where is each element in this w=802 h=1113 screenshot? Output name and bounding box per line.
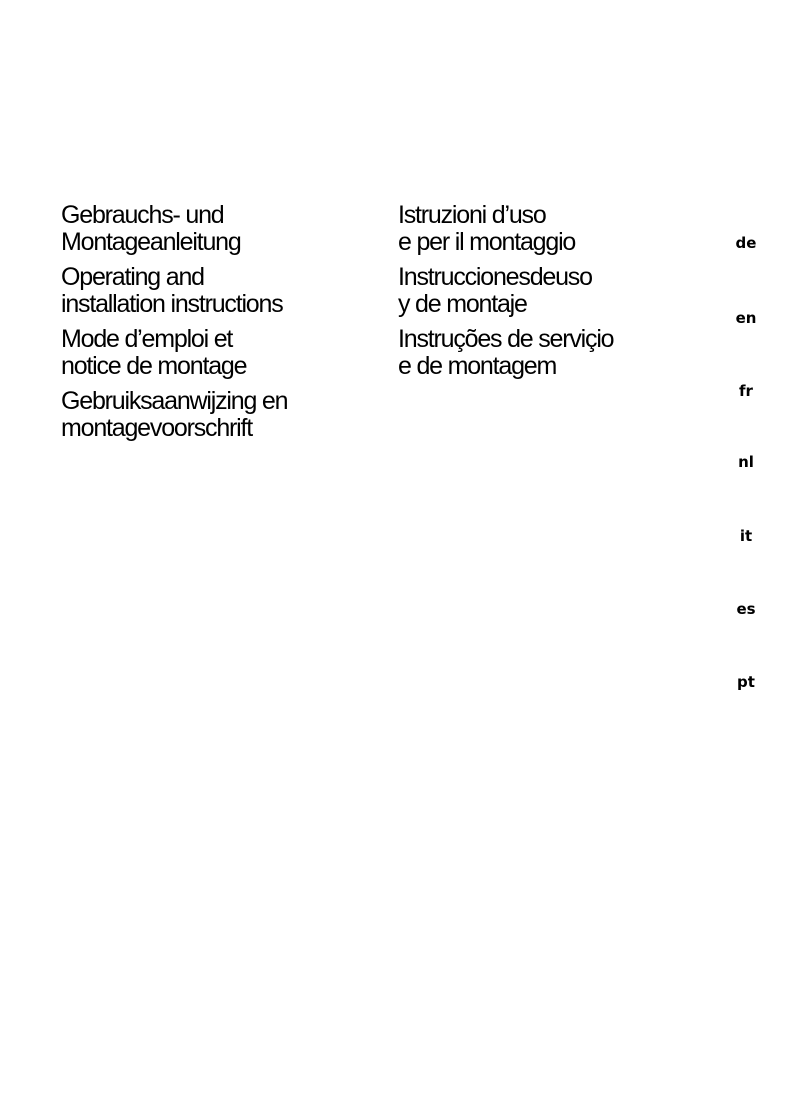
title-french: [61, 326, 381, 380]
language-tab-nl[interactable]: nl: [738, 453, 754, 471]
title-line: Instruções de serviçio: [398, 325, 614, 353]
title-line: Istruzioni d’uso: [398, 201, 546, 229]
title-line: Instruccionesdeuso: [398, 263, 592, 291]
title-german: [61, 202, 381, 256]
title-line: Gebrauchs- und: [61, 201, 224, 229]
title-line: e de montagem: [398, 352, 557, 380]
title-line: Montageanleitung: [61, 228, 241, 256]
title-line: e per il montaggio: [398, 228, 576, 256]
title-line: notice de montage: [61, 352, 247, 380]
title-line: y de montaje: [398, 290, 527, 318]
language-tab-it[interactable]: it: [739, 527, 753, 545]
title-line: Gebruiksaanwijzing en: [61, 387, 288, 415]
title-line: montagevoorschrift: [61, 414, 252, 442]
title-spanish: [398, 264, 698, 318]
language-tab-strip: [720, 0, 772, 1113]
language-tab-en[interactable]: en: [735, 309, 757, 327]
title-english: [61, 264, 381, 318]
language-tab-es[interactable]: es: [736, 600, 756, 618]
title-line: Mode d’emploi et: [61, 325, 233, 353]
title-line: Operating and: [61, 263, 204, 291]
title-italian: [398, 202, 698, 256]
language-tab-de[interactable]: de: [735, 234, 757, 252]
titles-left-column: [61, 202, 381, 450]
language-tab-pt[interactable]: pt: [737, 673, 755, 691]
title-line: installation instructions: [61, 290, 283, 318]
title-dutch: [61, 388, 381, 442]
language-tab-fr[interactable]: fr: [739, 382, 753, 400]
title-portuguese: [398, 326, 698, 380]
titles-right-column: [398, 202, 698, 388]
